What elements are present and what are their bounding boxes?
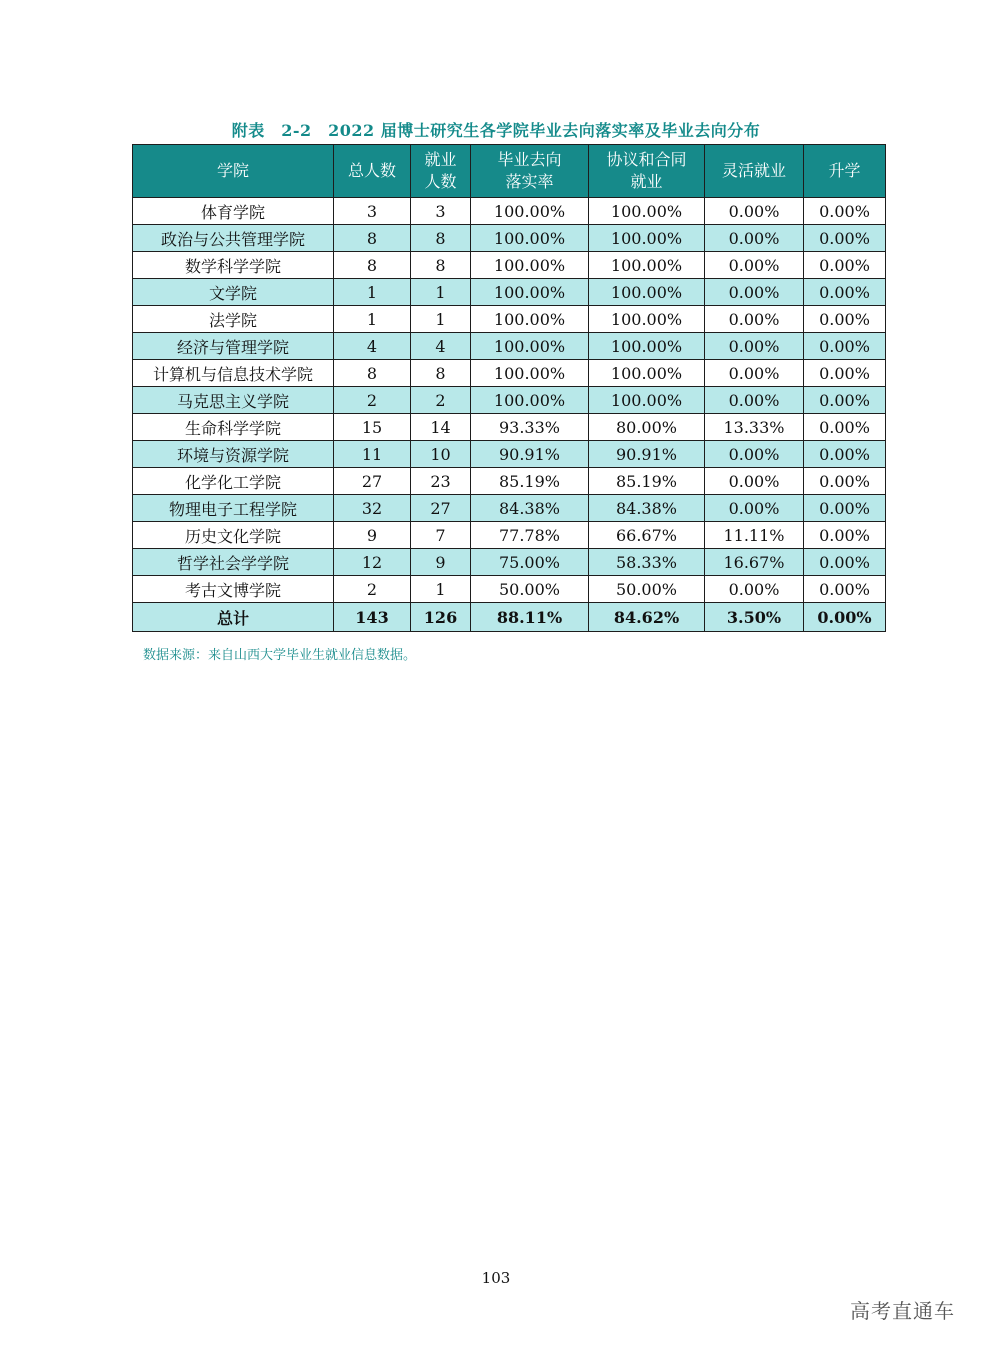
table-cell: 考古文博学院 [133,576,334,603]
table-cell: 1 [334,279,411,306]
total-row [133,603,886,632]
table-cell: 0.00% [705,252,804,279]
table-cell: 0.00% [804,252,886,279]
table-cell: 80.00% [589,414,705,441]
table-cell: 0.00% [804,360,886,387]
table-cell: 体育学院 [133,198,334,225]
table-cell: 0.00% [705,333,804,360]
table-cell: 85.19% [471,468,589,495]
table-cell: 化学化工学院 [133,468,334,495]
table-row [133,306,886,333]
table-cell: 100.00% [471,387,589,414]
page-number: 103 [481,1269,511,1287]
table-cell: 0.00% [705,576,804,603]
table-row [133,333,886,360]
table-cell: 27 [411,495,471,522]
table-cell: 8 [411,360,471,387]
table-cell: 7 [411,522,471,549]
table-cell: 环境与资源学院 [133,441,334,468]
total-cell: 3.50% [705,603,804,632]
table-cell: 84.38% [589,495,705,522]
header-further-study: 升学 [804,145,886,198]
watermark-text: 高考直通车 [850,1299,955,1323]
table-cell: 50.00% [589,576,705,603]
table-cell: 生命科学学院 [133,414,334,441]
table-row [133,549,886,576]
table-cell: 2 [411,387,471,414]
table-cell: 100.00% [471,360,589,387]
table-row [133,522,886,549]
table-cell: 27 [334,468,411,495]
table-cell: 12 [334,549,411,576]
table-row [133,468,886,495]
table-row [133,252,886,279]
table-header-row [133,145,886,198]
table-cell: 75.00% [471,549,589,576]
table-cell: 0.00% [705,468,804,495]
table-cell: 0.00% [705,441,804,468]
header-employed: 就业 人数 [411,145,471,198]
total-cell: 84.62% [589,603,705,632]
table-caption: 附表 2-2 2022 届博士研究生各学院毕业去向落实率及毕业去向分布 [231,121,761,140]
table-cell: 2 [334,576,411,603]
table-cell: 1 [334,306,411,333]
table-cell: 3 [334,198,411,225]
total-cell: 126 [411,603,471,632]
table-row [133,387,886,414]
header-flexible: 灵活就业 [705,145,804,198]
table-cell: 50.00% [471,576,589,603]
table-cell: 16.67% [705,549,804,576]
table-row [133,225,886,252]
table-cell: 100.00% [471,225,589,252]
table-cell: 90.91% [589,441,705,468]
table-cell: 0.00% [804,441,886,468]
table-cell: 0.00% [804,387,886,414]
table-cell: 0.00% [804,468,886,495]
table-row [133,441,886,468]
table-cell: 0.00% [705,306,804,333]
total-cell: 143 [334,603,411,632]
header-rate: 毕业去向 落实率 [471,145,589,198]
table-row [133,279,886,306]
table-cell: 11.11% [705,522,804,549]
table-cell: 4 [411,333,471,360]
table-cell: 计算机与信息技术学院 [133,360,334,387]
table-cell: 9 [411,549,471,576]
table-cell: 物理电子工程学院 [133,495,334,522]
header-contract: 协议和合同 就业 [589,145,705,198]
table-row [133,198,886,225]
table-cell: 2 [334,387,411,414]
table-cell: 0.00% [705,495,804,522]
table-cell: 77.78% [471,522,589,549]
table-cell: 数学科学学院 [133,252,334,279]
table-cell: 85.19% [589,468,705,495]
total-cell: 总计 [133,603,334,632]
table-row [133,414,886,441]
table-cell: 100.00% [589,198,705,225]
table-cell: 0.00% [804,549,886,576]
table-cell: 100.00% [589,252,705,279]
table-cell: 0.00% [804,198,886,225]
table-cell: 文学院 [133,279,334,306]
table-cell: 100.00% [589,225,705,252]
table-cell: 8 [334,252,411,279]
table-cell: 100.00% [471,252,589,279]
table-cell: 100.00% [589,279,705,306]
table-cell: 10 [411,441,471,468]
table-cell: 3 [411,198,471,225]
table-cell: 32 [334,495,411,522]
table-cell: 0.00% [804,225,886,252]
table-cell: 0.00% [804,333,886,360]
table-cell: 100.00% [589,360,705,387]
table-cell: 100.00% [471,333,589,360]
table-cell: 0.00% [804,576,886,603]
table-cell: 0.00% [705,279,804,306]
table-cell: 1 [411,576,471,603]
table-cell: 1 [411,306,471,333]
table-cell: 0.00% [705,198,804,225]
data-source-note: 数据来源：来自山西大学毕业生就业信息数据。 [143,648,417,663]
table-cell: 0.00% [705,387,804,414]
table-cell: 9 [334,522,411,549]
header-college: 学院 [133,145,334,198]
table-cell: 哲学社会学学院 [133,549,334,576]
table-row [133,360,886,387]
table-row [133,576,886,603]
table-cell: 15 [334,414,411,441]
table-cell: 93.33% [471,414,589,441]
employment-table [132,144,886,632]
total-cell: 88.11% [471,603,589,632]
table-cell: 经济与管理学院 [133,333,334,360]
table-cell: 23 [411,468,471,495]
table-cell: 法学院 [133,306,334,333]
table-cell: 0.00% [705,225,804,252]
table-cell: 100.00% [471,198,589,225]
table-cell: 历史文化学院 [133,522,334,549]
table-cell: 66.67% [589,522,705,549]
table-cell: 100.00% [471,306,589,333]
table-row [133,495,886,522]
table-cell: 100.00% [589,306,705,333]
table-cell: 8 [411,225,471,252]
table-cell: 0.00% [705,360,804,387]
table-cell: 0.00% [804,522,886,549]
table-cell: 90.91% [471,441,589,468]
header-total: 总人数 [334,145,411,198]
table-cell: 4 [334,333,411,360]
total-cell: 0.00% [804,603,886,632]
table-cell: 58.33% [589,549,705,576]
table-cell: 13.33% [705,414,804,441]
table-cell: 0.00% [804,306,886,333]
table-cell: 100.00% [589,387,705,414]
table-cell: 0.00% [804,414,886,441]
table-cell: 0.00% [804,495,886,522]
table-cell: 84.38% [471,495,589,522]
table-cell: 政治与公共管理学院 [133,225,334,252]
table-cell: 0.00% [804,279,886,306]
table-cell: 100.00% [471,279,589,306]
table-cell: 11 [334,441,411,468]
table-cell: 14 [411,414,471,441]
table-cell: 马克思主义学院 [133,387,334,414]
table-cell: 8 [411,252,471,279]
table-cell: 1 [411,279,471,306]
table-cell: 8 [334,225,411,252]
table-cell: 8 [334,360,411,387]
table-cell: 100.00% [589,333,705,360]
